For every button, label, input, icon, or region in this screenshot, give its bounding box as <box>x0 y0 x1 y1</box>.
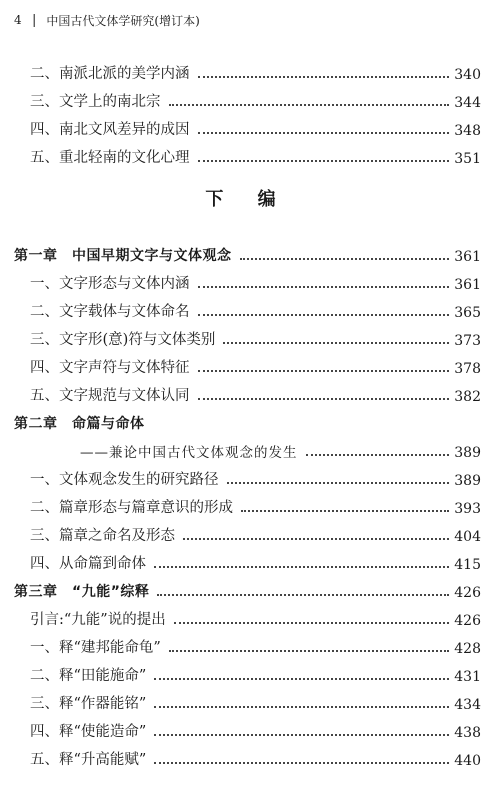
leader-dots <box>154 566 449 568</box>
leader-dots <box>198 286 450 288</box>
toc-entry-page: 404 <box>454 529 481 545</box>
chapter-subtitle-entry[interactable] <box>14 433 481 461</box>
chapter-page: 361 <box>454 249 481 265</box>
toc-entry[interactable] <box>14 111 481 139</box>
chapter-title: 第三章 “九能”综释 <box>14 584 150 600</box>
toc-entry[interactable] <box>14 83 481 111</box>
leader-dots <box>198 132 450 134</box>
toc-entry[interactable] <box>14 293 481 321</box>
leader-dots <box>198 314 450 316</box>
toc-entry-page: 348 <box>454 123 481 139</box>
toc-entry-title: 一、文体观念发生的研究路径 <box>30 472 219 488</box>
toc-entry-page: 434 <box>454 697 481 713</box>
toc-entry-title: 四、释“使能造命” <box>30 724 147 740</box>
leader-dots <box>306 454 450 456</box>
leader-dots <box>198 76 450 78</box>
toc-entry[interactable] <box>14 629 481 657</box>
leader-dots <box>183 538 449 540</box>
toc-entry-title: 二、释“田能施命” <box>30 668 147 684</box>
toc-entry[interactable] <box>14 517 481 545</box>
toc-entry-page: 426 <box>454 613 481 629</box>
chapter-page: 426 <box>454 585 481 601</box>
chapter-page: 389 <box>454 445 481 461</box>
leader-dots <box>240 258 450 260</box>
leader-dots <box>198 398 450 400</box>
leader-dots <box>154 762 449 764</box>
toc-entry-page: 415 <box>454 557 481 573</box>
toc-entry[interactable] <box>14 545 481 573</box>
toc-entry[interactable] <box>14 461 481 489</box>
leader-dots <box>198 370 450 372</box>
leader-dots <box>154 734 449 736</box>
toc-entry-page: 440 <box>454 753 481 769</box>
chapter-title: 第二章 命篇与命体 <box>14 416 145 432</box>
leader-dots <box>169 650 449 652</box>
toc-entry-title: 三、文学上的南北宗 <box>30 94 161 110</box>
header-book-title: 中国古代文体学研究(增订本) <box>46 13 200 28</box>
toc-entry[interactable] <box>14 713 481 741</box>
toc-entry-page: 389 <box>454 473 481 489</box>
toc-entry-title: 五、文字规范与文体认同 <box>30 388 190 404</box>
toc-entry-title: 二、文字载体与文体命名 <box>30 304 190 320</box>
toc-entry-page: 393 <box>454 501 481 517</box>
toc-entry-title: 三、文字形(意)符与文体类别 <box>30 332 216 348</box>
toc-entry[interactable] <box>14 139 481 167</box>
chapter-entry[interactable] <box>14 237 481 265</box>
leader-dots <box>241 510 449 512</box>
toc-entry-page: 428 <box>454 641 481 657</box>
leader-dots <box>174 622 449 624</box>
toc-entry-page: 361 <box>454 277 481 293</box>
toc-entry-title: 四、文字声符与文体特征 <box>30 360 190 376</box>
running-header <box>14 10 481 30</box>
toc-entry[interactable] <box>14 265 481 293</box>
leader-dots <box>227 482 450 484</box>
toc-entry-page: 344 <box>454 95 481 111</box>
toc-entry-page: 373 <box>454 333 481 349</box>
toc-entry-page: 382 <box>454 389 481 405</box>
toc-entry[interactable] <box>14 377 481 405</box>
leader-dots <box>169 104 450 106</box>
toc-entry-page: 351 <box>454 151 481 167</box>
toc-entry-title: 五、重北轻南的文化心理 <box>30 150 190 166</box>
part-title: 下 编 <box>205 189 290 210</box>
toc-entry[interactable] <box>14 321 481 349</box>
chapter-subtitle: ——兼论中国古代文体观念的发生 <box>80 445 298 461</box>
toc-entry-title: 四、从命篇到命体 <box>30 556 146 572</box>
leader-dots <box>223 342 449 344</box>
toc-entry[interactable] <box>14 685 481 713</box>
toc-entry-title: 二、南派北派的美学内涵 <box>30 66 190 82</box>
toc-entry-title: 五、释“升高能赋” <box>30 752 147 768</box>
toc-entry[interactable] <box>14 601 481 629</box>
chapter-entry[interactable] <box>14 405 481 433</box>
toc-entry-title: 引言:“九能”说的提出 <box>30 612 166 628</box>
toc-entry[interactable] <box>14 55 481 83</box>
toc-entry-title: 一、文字形态与文体内涵 <box>30 276 190 292</box>
toc-entry-title: 三、篇章之命名及形态 <box>30 528 175 544</box>
leader-dots <box>157 594 449 596</box>
toc-entry-page: 340 <box>454 67 481 83</box>
toc-entry-title: 二、篇章形态与篇章意识的形成 <box>30 500 233 516</box>
chapter-title: 第一章 中国早期文字与文体观念 <box>14 248 232 264</box>
leader-dots <box>154 678 449 680</box>
toc-entry-title: 三、释“作器能铭” <box>30 696 147 712</box>
toc-entry[interactable] <box>14 349 481 377</box>
toc-entry[interactable] <box>14 657 481 685</box>
toc-entry-page: 438 <box>454 725 481 741</box>
toc-entry-title: 一、释“建邦能命龟” <box>30 640 161 656</box>
toc-entry-page: 365 <box>454 305 481 321</box>
chapter-entry[interactable] <box>14 573 481 601</box>
header-page-number: 4 <box>14 13 22 27</box>
leader-dots <box>154 706 449 708</box>
toc-entry-title: 四、南北文风差异的成因 <box>30 122 190 138</box>
header-separator: | <box>32 12 37 28</box>
leader-dots <box>198 160 450 162</box>
toc-entry[interactable] <box>14 741 481 769</box>
toc-entry[interactable] <box>14 489 481 517</box>
toc-entry-page: 431 <box>454 669 481 685</box>
table-of-contents <box>14 55 481 769</box>
toc-entry-page: 378 <box>454 361 481 377</box>
